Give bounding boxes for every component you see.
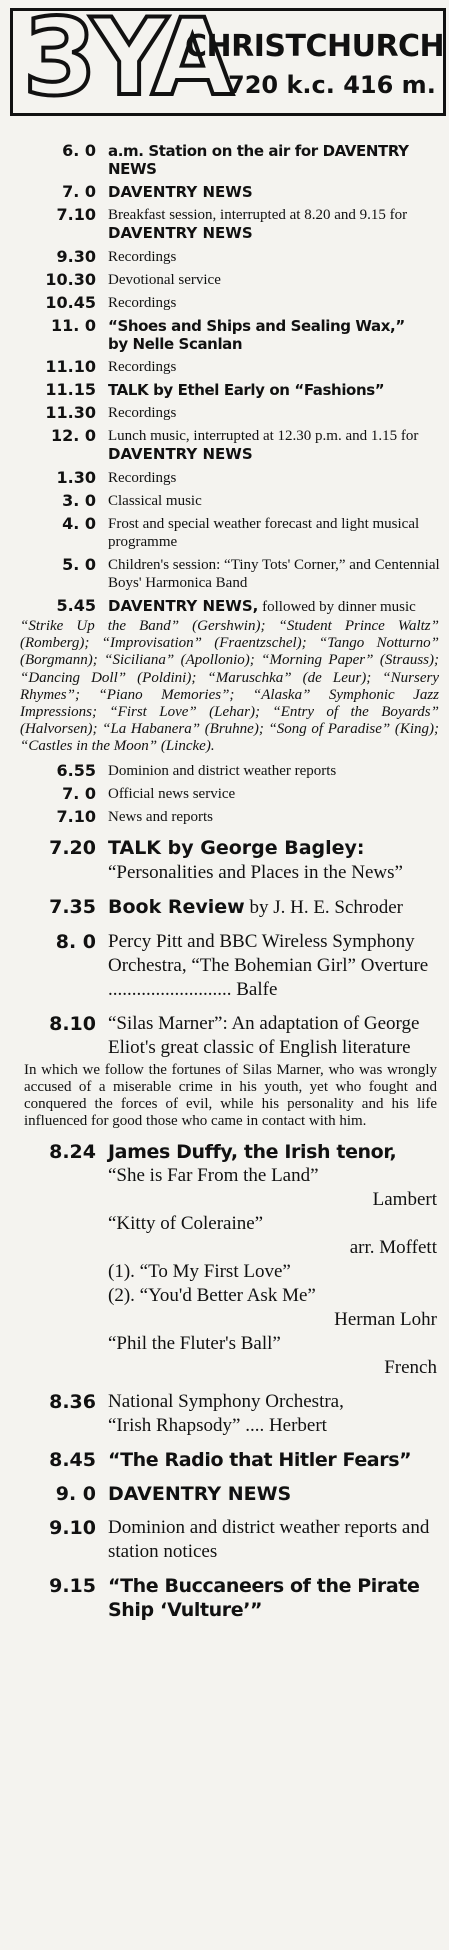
list-item xyxy=(0,183,449,201)
entry-text: Recordings xyxy=(108,359,177,375)
entry-title: DAVENTRY NEWS xyxy=(108,1482,292,1505)
call-sign: 3YA xyxy=(23,0,228,119)
list-item xyxy=(0,1516,449,1564)
list-item xyxy=(0,294,449,312)
entry-time: 8.24 xyxy=(49,1140,96,1163)
entry-text: DAVENTRY NEWS xyxy=(108,183,253,201)
entry-text: Dominion and district weather reports and station notices xyxy=(108,1516,430,1562)
entry-text: by J. H. E. Schroder xyxy=(249,896,404,918)
entry-time: 7.35 xyxy=(49,895,96,918)
entry-text: Children's session: “Tiny Tots' Corner,” and Centennial Boys' Harmonica Band xyxy=(108,557,440,591)
list-item xyxy=(0,469,449,487)
entry-highlight: DAVENTRY NEWS xyxy=(108,224,253,242)
list-item xyxy=(0,271,449,289)
entry-author: by Nelle Scanlan xyxy=(108,335,243,353)
entry-time: 11.15 xyxy=(45,380,96,399)
entry-text: Recordings xyxy=(108,249,177,265)
entry-time: 8.45 xyxy=(49,1448,96,1471)
programme-list xyxy=(0,142,449,1622)
entry-time: 3. 0 xyxy=(62,491,96,510)
list-item xyxy=(0,895,449,920)
list-item xyxy=(0,381,449,399)
list-item xyxy=(0,206,449,243)
entry-title: TALK by Ethel Early on “Fashions” xyxy=(108,381,385,399)
entry-title: DAVENTRY NEWS, xyxy=(108,597,259,615)
song-title: (2). “You'd Better Ask Me” xyxy=(108,1284,316,1306)
entry-title: James Duffy, the Irish tenor, xyxy=(108,1140,397,1163)
entry-title: “Shoes and Ships and Sealing Wax,” xyxy=(108,317,405,335)
entry-time: 7.10 xyxy=(56,205,96,224)
song-title: “Phil the Fluter's Ball” xyxy=(108,1332,281,1354)
entry-text: Recordings xyxy=(108,470,177,486)
entry-title: “The Buccaneers of the Pirate Ship ‘Vulture’” xyxy=(108,1574,420,1621)
list-item xyxy=(0,597,449,616)
entry-highlight: DAVENTRY NEWS xyxy=(108,445,253,463)
entry-time: 11.10 xyxy=(45,357,96,376)
entry-time: 4. 0 xyxy=(62,514,96,533)
station-header xyxy=(10,0,446,119)
entry-time: 7.10 xyxy=(56,806,96,826)
silas-marner-note: In which we follow the fortunes of Silas Marner, who was wrongly accused of a miserable crime in his youth, yet who fought and conquered the forces of evil, while his personality and his life influenced for good those who came in contact with him. xyxy=(24,1061,437,1129)
list-item xyxy=(0,492,449,510)
entry-time: 9.10 xyxy=(49,1516,96,1539)
song-composer: French xyxy=(384,1356,437,1378)
list-item xyxy=(0,1574,449,1622)
frequency: 720 k.c. 416 m. xyxy=(228,71,436,99)
entry-text: a.m. Station on the air for DAVENTRY NEWS xyxy=(108,142,409,178)
list-item xyxy=(0,556,449,592)
entry-text: Breakfast session, interrupted at 8.20 and 9.15 for xyxy=(108,207,408,223)
entry-time: 10.30 xyxy=(45,270,96,289)
entry-text: Classical music xyxy=(108,493,202,509)
entry-title: TALK by George Bagley: xyxy=(108,836,365,859)
song-composer: Herman Lohr xyxy=(334,1308,437,1330)
entry-text: News and reports xyxy=(108,808,213,825)
entry-time: 5. 0 xyxy=(62,555,96,574)
entry-time: 8.36 xyxy=(49,1390,96,1413)
entry-time: 12. 0 xyxy=(50,426,96,445)
city-name: CHRISTCHURCH xyxy=(185,29,445,64)
entry-time: 1.30 xyxy=(56,468,96,487)
entry-time: 8.10 xyxy=(49,1012,96,1035)
entry-time: 10.45 xyxy=(45,293,96,312)
entry-time: 6.55 xyxy=(56,760,96,780)
song-title: (1). “To My First Love” xyxy=(108,1260,291,1282)
list-item xyxy=(0,785,449,803)
song-composer: Lambert xyxy=(372,1188,437,1210)
list-item xyxy=(0,142,449,178)
entry-time: 6. 0 xyxy=(62,141,96,160)
entry-time: 9.15 xyxy=(49,1574,96,1597)
list-item xyxy=(0,404,449,422)
entry-text: Recordings xyxy=(108,295,177,311)
entry-text: Recordings xyxy=(108,405,177,421)
entry-text: Official news service xyxy=(108,785,236,802)
entry-time: 11. 0 xyxy=(50,316,96,335)
list-item xyxy=(0,930,449,1002)
list-item xyxy=(0,317,449,353)
entry-text: Percy Pitt and BBC Wireless Symphony Orchestra, “The Bohemian Girl” Overture .......................... Balfe xyxy=(108,930,429,1000)
entry-title: “The Radio that Hitler Fears” xyxy=(108,1448,412,1471)
entry-time: 11.30 xyxy=(45,403,96,422)
entry-text: “Personalities and Places in the News” xyxy=(108,861,403,883)
list-item xyxy=(0,515,449,551)
entry-text: Dominion and district weather reports xyxy=(108,762,337,779)
list-item xyxy=(0,1482,449,1506)
entry-text: followed by dinner music xyxy=(262,599,416,615)
song-title: “Kitty of Coleraine” xyxy=(108,1212,264,1234)
dinner-music-list: “Strike Up the Band” (Gershwin); “Student Prince Waltz” (Romberg); “Improvisation” (Fraentzschel); “Tango Notturno” (Borgmann); “Siciliana” (Apollonio); “Morning Paper” (Strauss); “Dancing Doll” (Poldini); “Maruschka” (de Leur); “Nursery Rhymes”; “Piano Memories”; “Alaska” Symphonic Jazz Impressions; “First Love” (Lehar); “Entry of the Boyards” (Halvorsen); “La Habanera” (Bruhne); “Song of Paradise” (King); “Castles in the Moon” (Lincke). xyxy=(20,618,439,755)
entry-time: 7.20 xyxy=(49,836,96,859)
list-item xyxy=(0,808,449,826)
list-item xyxy=(0,1140,449,1380)
entry-text: National Symphony Orchestra, xyxy=(108,1390,344,1412)
song-composer: arr. Moffett xyxy=(349,1236,437,1258)
entry-title: Book Review xyxy=(108,895,245,918)
entry-time: 9.30 xyxy=(56,247,96,266)
list-item xyxy=(0,1448,449,1472)
entry-text: Frost and special weather forecast and light musical programme xyxy=(108,516,420,550)
entry-text: Devotional service xyxy=(108,272,221,288)
list-item xyxy=(0,1390,449,1438)
list-item xyxy=(0,248,449,266)
list-item xyxy=(0,1012,449,1060)
list-item xyxy=(0,836,449,885)
list-item xyxy=(0,427,449,464)
entry-time: 7. 0 xyxy=(62,182,96,201)
entry-piece: “Irish Rhapsody” .... Herbert xyxy=(108,1414,327,1436)
list-item xyxy=(0,762,449,780)
song-title: “She is Far From the Land” xyxy=(108,1164,319,1186)
entry-time: 5.45 xyxy=(56,596,96,615)
entry-text: “Silas Marner”: An adaptation of George Eliot's great classic of English literature xyxy=(108,1012,420,1058)
entry-time: 8. 0 xyxy=(55,930,96,953)
entry-text: Lunch music, interrupted at 12.30 p.m. and 1.15 for xyxy=(108,428,419,444)
list-item xyxy=(0,358,449,376)
entry-time: 9. 0 xyxy=(55,1482,96,1505)
entry-time: 7. 0 xyxy=(62,783,96,803)
